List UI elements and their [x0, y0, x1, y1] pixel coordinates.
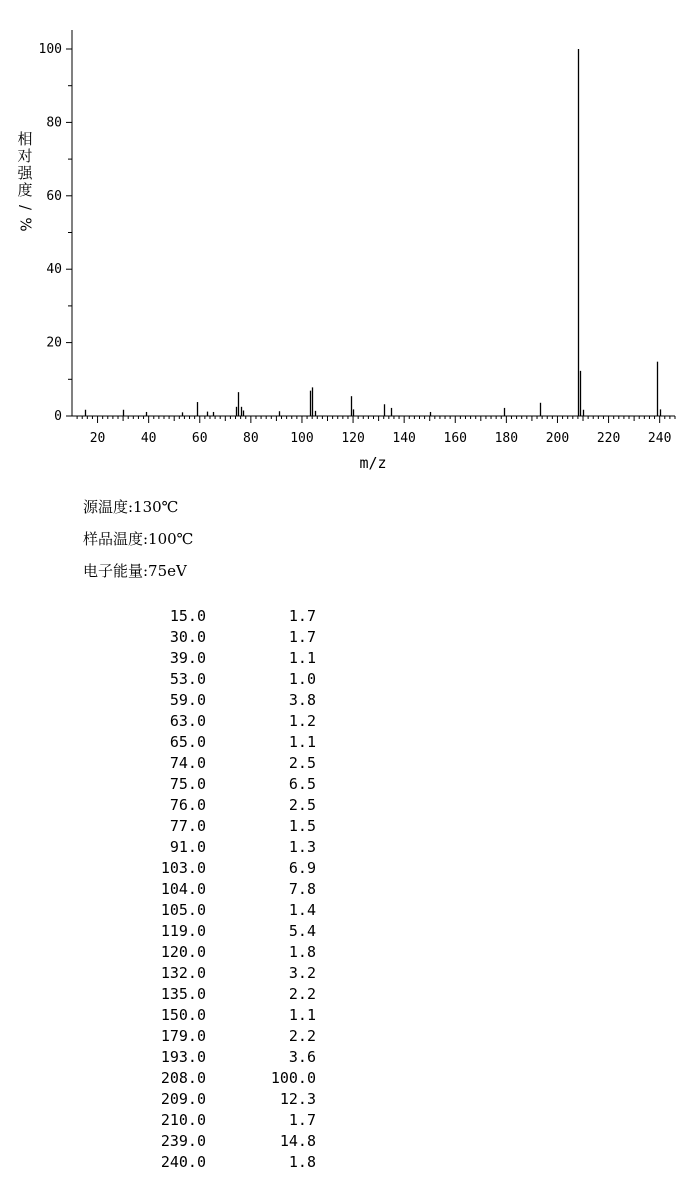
peak-row: [140, 1131, 316, 1152]
y-tick-label: 40: [46, 262, 62, 278]
x-tick-label: 100: [290, 431, 314, 446]
peak-mz: 77.0: [169, 817, 206, 835]
peak-mz: 75.0: [169, 775, 206, 793]
peak-row: [140, 1026, 316, 1047]
peak-abundance: 1.2: [288, 712, 316, 730]
peak-mz: 132.0: [160, 964, 206, 982]
peak-mz: 30.0: [169, 628, 206, 646]
peak-abundance: 2.5: [288, 796, 316, 814]
mass-spectrum-chart: [0, 0, 687, 480]
peak-row: [140, 732, 316, 753]
peak-abundance: 1.0: [288, 670, 316, 688]
peak-bars: [86, 49, 661, 416]
x-tick-label: 40: [140, 431, 157, 446]
peak-row: [140, 648, 316, 669]
peak-abundance: 1.1: [288, 1006, 316, 1024]
x-tick-label: 200: [545, 431, 570, 446]
peak-abundance: 6.9: [288, 859, 316, 877]
peak-abundance: 1.7: [288, 607, 316, 625]
y-tick-label: 60: [46, 188, 62, 204]
x-tick-label: 220: [596, 431, 621, 446]
peak-mz: 239.0: [160, 1132, 206, 1150]
peak-row: [140, 606, 316, 627]
y-axis-label-char: 强: [17, 164, 33, 182]
peak-row: [140, 858, 316, 879]
peak-row: [140, 900, 316, 921]
peak-abundance: 1.1: [288, 649, 316, 667]
peak-mz: 105.0: [160, 901, 206, 919]
peak-abundance: 7.8: [288, 880, 316, 898]
x-tick-label: 140: [392, 431, 416, 446]
condition-line: 电子能量:75eV: [83, 562, 187, 580]
x-tick-label: 20: [89, 431, 106, 446]
peak-mz: 15.0: [169, 607, 206, 625]
y-tick-label: 100: [38, 42, 62, 57]
peak-mz: 150.0: [160, 1006, 206, 1024]
peak-abundance: 2.2: [288, 1027, 316, 1045]
y-axis-label-char: 相: [17, 130, 33, 148]
peak-mz: 91.0: [169, 838, 206, 856]
peak-abundance: 14.8: [279, 1132, 316, 1150]
peak-row: [140, 1047, 316, 1068]
peak-mz: 209.0: [160, 1090, 206, 1108]
peak-mz: 104.0: [160, 880, 206, 898]
peak-abundance: 1.7: [288, 1111, 316, 1129]
peak-row: [140, 984, 316, 1005]
peak-abundance: 2.2: [288, 985, 316, 1003]
y-tick-label: 20: [46, 335, 62, 351]
peak-abundance: 1.3: [288, 838, 316, 856]
peak-abundance: 5.4: [288, 922, 316, 940]
peak-row: [140, 879, 316, 900]
condition-line: 样品温度:100℃: [83, 530, 194, 548]
peak-mz: 240.0: [160, 1153, 206, 1171]
y-ticks: [39, 42, 72, 424]
peak-mz: 59.0: [169, 691, 206, 709]
peak-abundance: 12.3: [279, 1090, 316, 1108]
peak-abundance: 1.8: [288, 943, 316, 961]
x-tick-label: 160: [443, 431, 468, 446]
peak-abundance: 100.0: [270, 1069, 316, 1087]
peak-abundance: 6.5: [288, 775, 316, 793]
peak-abundance: 2.5: [288, 754, 316, 772]
peak-abundance: 1.4: [288, 901, 316, 919]
peak-row: [140, 774, 316, 795]
peak-row: [140, 1110, 316, 1131]
y-axis-label: [14, 131, 36, 233]
peak-abundance: 1.5: [288, 817, 316, 835]
peak-mz: 103.0: [160, 859, 206, 877]
peak-abundance: 3.2: [288, 964, 316, 982]
condition-line: 源温度:130℃: [83, 498, 179, 516]
x-tick-label: 120: [341, 431, 365, 446]
peak-abundance: 1.1: [288, 733, 316, 751]
peak-mz: 119.0: [160, 922, 206, 940]
x-tick-label: 80: [243, 431, 259, 446]
peak-mz: 65.0: [169, 733, 206, 751]
peak-mz: 135.0: [160, 985, 206, 1003]
x-tick-label: 60: [191, 431, 208, 446]
y-tick-label: 0: [54, 409, 62, 424]
peak-mz: 74.0: [169, 754, 206, 772]
peak-row: [140, 690, 316, 711]
y-axis-label-char: 对: [17, 147, 33, 165]
peak-mz: 210.0: [160, 1111, 206, 1129]
peak-row: [140, 795, 316, 816]
peak-row: [140, 669, 316, 690]
peak-mz: 39.0: [169, 649, 206, 667]
x-axis-label: m/z: [359, 454, 387, 472]
x-tick-label: 240: [647, 431, 672, 446]
peak-row: [140, 1089, 316, 1110]
peak-abundance: 1.8: [288, 1153, 316, 1171]
peak-row: [140, 711, 316, 732]
peak-mz: 208.0: [160, 1069, 206, 1087]
peak-row: [140, 816, 316, 837]
peak-row: [140, 837, 316, 858]
x-ticks: [77, 416, 675, 446]
peak-mz: 76.0: [169, 796, 206, 814]
peak-row: [140, 921, 316, 942]
peak-mz: 179.0: [160, 1027, 206, 1045]
peak-mz: 53.0: [169, 670, 206, 688]
peak-row: [140, 963, 316, 984]
y-axis-label-char: /: [16, 204, 35, 211]
y-tick-label: 80: [46, 115, 62, 131]
peak-row: [140, 753, 316, 774]
peak-row: [140, 1005, 316, 1026]
peak-mz: 120.0: [160, 943, 206, 961]
peak-row: [140, 942, 316, 963]
x-tick-label: 180: [494, 431, 519, 446]
y-axis-label-char: 度: [17, 181, 33, 199]
peak-abundance: 3.6: [288, 1048, 316, 1066]
peak-abundance: 1.7: [288, 628, 316, 646]
peak-table: [140, 606, 316, 1173]
y-axis-label-char: %: [16, 217, 35, 232]
peak-row: [140, 1152, 316, 1173]
peak-mz: 193.0: [160, 1048, 206, 1066]
peak-row: [140, 627, 316, 648]
peak-mz: 63.0: [169, 712, 206, 730]
peak-abundance: 3.8: [288, 691, 316, 709]
peak-row: [140, 1068, 316, 1089]
